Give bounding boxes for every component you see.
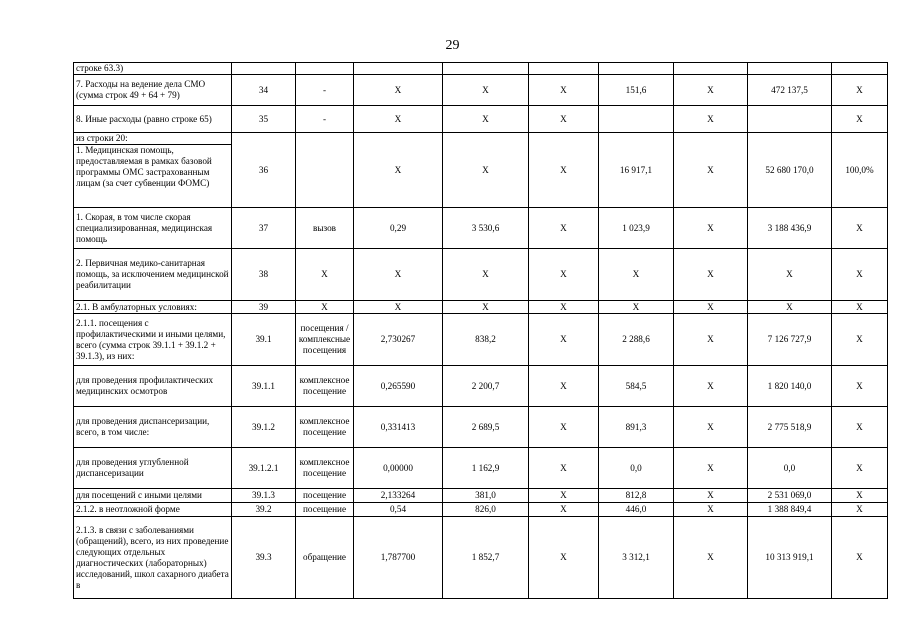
table-row [74, 208, 888, 249]
table-row [74, 448, 888, 489]
row-code: 36 [232, 133, 296, 208]
row-cell: 2 775 518,9 [748, 407, 832, 448]
row-code: 34 [232, 75, 296, 106]
row-cell: X [443, 301, 529, 314]
row-cell: 16 917,1 [599, 133, 674, 208]
row-code: 39.1.2 [232, 407, 296, 448]
row-cell: X [674, 208, 748, 249]
row-cell: 151,6 [599, 75, 674, 106]
row-cell: X [443, 249, 529, 301]
row-cell: 2 689,5 [443, 407, 529, 448]
table-row [74, 489, 888, 503]
row-cell: X [529, 301, 599, 314]
row-cell: X [832, 366, 888, 407]
row-cell: X [674, 366, 748, 407]
row-cell: X [354, 133, 443, 208]
row-cell [599, 63, 674, 75]
row-unit: посещение [296, 489, 354, 503]
row-code: 39.3 [232, 517, 296, 599]
row-cell [748, 106, 832, 133]
row-cell: 2 531 069,0 [748, 489, 832, 503]
row-cell: 52 680 170,0 [748, 133, 832, 208]
row-cell: X [748, 249, 832, 301]
row-code: 39.1.2.1 [232, 448, 296, 489]
data-table [73, 62, 888, 599]
row-cell: X [354, 249, 443, 301]
row-cell [674, 63, 748, 75]
row-cell: X [674, 301, 748, 314]
row-unit: - [296, 75, 354, 106]
row-cell: X [674, 489, 748, 503]
row-cell: X [529, 249, 599, 301]
row-cell: 3 530,6 [443, 208, 529, 249]
row-name: 2.1. В амбулаторных условиях: [74, 301, 232, 314]
row-unit: комплексное посещение [296, 448, 354, 489]
row-name: 2. Первичная медико-санитарная помощь, за исключением медицинской реабилитации [74, 249, 232, 301]
row-unit: вызов [296, 208, 354, 249]
row-cell: X [529, 75, 599, 106]
row-cell: 381,0 [443, 489, 529, 503]
row-cell: X [529, 314, 599, 366]
row-cell: 100,0% [832, 133, 888, 208]
row-cell: X [832, 314, 888, 366]
row-cell: 0,54 [354, 503, 443, 517]
row-cell: 891,3 [599, 407, 674, 448]
row-cell: 0,29 [354, 208, 443, 249]
row-cell: X [832, 208, 888, 249]
row-cell: X [832, 503, 888, 517]
row-cell [354, 63, 443, 75]
row-cell: X [354, 301, 443, 314]
row-cell: X [599, 249, 674, 301]
row-cell: 3 312,1 [599, 517, 674, 599]
row-cell: X [674, 517, 748, 599]
row-cell: 3 188 436,9 [748, 208, 832, 249]
row-name: для проведения профилактических медицинских осмотров [74, 366, 232, 407]
row-code: 39.1.1 [232, 366, 296, 407]
row-name: 1. Скорая, в том числе скорая специализированная, медицинская помощь [74, 208, 232, 249]
row-name: 2.1.2. в неотложной форме [74, 503, 232, 517]
row-cell: X [674, 314, 748, 366]
row-cell: 2,730267 [354, 314, 443, 366]
row-cell: 7 126 727,9 [748, 314, 832, 366]
row-code [232, 63, 296, 75]
row-cell: 2,133264 [354, 489, 443, 503]
row-cell: X [832, 517, 888, 599]
row-cell: X [674, 75, 748, 106]
row-code: 39 [232, 301, 296, 314]
table-row [74, 503, 888, 517]
table-row [74, 301, 888, 314]
page-number: 29 [445, 38, 460, 53]
row-cell: 826,0 [443, 503, 529, 517]
row-cell: X [674, 448, 748, 489]
row-code: 38 [232, 249, 296, 301]
row-cell: X [529, 448, 599, 489]
row-cell: 2 200,7 [443, 366, 529, 407]
row-cell: 1 162,9 [443, 448, 529, 489]
row-name: для проведения диспансеризации, всего, в том числе: [74, 407, 232, 448]
row-cell: X [443, 133, 529, 208]
table-row [74, 366, 888, 407]
row-cell: X [529, 517, 599, 599]
row-cell: 0,0 [599, 448, 674, 489]
row-cell: X [832, 448, 888, 489]
row-cell [832, 63, 888, 75]
row-cell: X [832, 75, 888, 106]
row-cell: 0,00000 [354, 448, 443, 489]
row-cell: X [443, 75, 529, 106]
row-unit: посещения /комплексные посещения [296, 314, 354, 366]
row-code: 39.1 [232, 314, 296, 366]
row-code: 37 [232, 208, 296, 249]
table-row [74, 133, 888, 145]
row-cell: 838,2 [443, 314, 529, 366]
row-cell: X [674, 407, 748, 448]
row-name: 2.1.1. посещения с профилактическими и иными целями, всего (сумма строк 39.1.1 + 39.1.2 + 39.1.3), из них: [74, 314, 232, 366]
row-name: для посещений с иными целями [74, 489, 232, 503]
row-cell: X [354, 106, 443, 133]
row-name: 7. Расходы на ведение дела СМО (сумма строк 49 + 64 + 79) [74, 75, 232, 106]
row-cell [748, 63, 832, 75]
row-name: для проведения углубленной диспансеризации [74, 448, 232, 489]
row-cell: 1 852,7 [443, 517, 529, 599]
row-cell [529, 63, 599, 75]
row-code: 39.1.3 [232, 489, 296, 503]
row-name: строке 63.3) [74, 63, 232, 75]
row-unit [296, 133, 354, 208]
row-unit: - [296, 106, 354, 133]
row-name: 2.1.3. в связи с заболеваниями (обращений), всего, из них проведение следующих отдельных диагностических (лабораторных) исследований, школ сахарного диабета в [74, 517, 232, 599]
row-name: 8. Иные расходы (равно строке 65) [74, 106, 232, 133]
row-cell: X [599, 301, 674, 314]
row-unit: комплексное посещение [296, 366, 354, 407]
row-name: 1. Медицинская помощь, предоставляемая в рамках базовой программы ОМС застрахованным лицам (за счет субвенции ФОМС) [74, 145, 232, 208]
row-cell: X [832, 301, 888, 314]
row-cell: X [674, 503, 748, 517]
row-cell: 0,265590 [354, 366, 443, 407]
row-unit: X [296, 301, 354, 314]
row-unit [296, 63, 354, 75]
table-row [74, 407, 888, 448]
row-cell: X [674, 249, 748, 301]
row-name: из строки 20: [74, 133, 232, 145]
row-cell: 472 137,5 [748, 75, 832, 106]
row-cell: X [529, 366, 599, 407]
row-cell: X [832, 106, 888, 133]
table-row [74, 517, 888, 599]
row-cell: X [354, 75, 443, 106]
row-code: 39.2 [232, 503, 296, 517]
row-cell [599, 106, 674, 133]
row-cell: X [529, 503, 599, 517]
row-cell: X [674, 106, 748, 133]
row-cell: 0,0 [748, 448, 832, 489]
row-cell: 1 388 849,4 [748, 503, 832, 517]
row-unit: посещение [296, 503, 354, 517]
table-row [74, 75, 888, 106]
row-cell: X [529, 106, 599, 133]
row-cell: X [748, 301, 832, 314]
row-cell: X [529, 133, 599, 208]
row-cell [443, 63, 529, 75]
row-cell: 2 288,6 [599, 314, 674, 366]
row-cell: X [674, 133, 748, 208]
row-cell: X [832, 407, 888, 448]
table-row [74, 63, 888, 75]
row-cell: X [529, 407, 599, 448]
row-unit: X [296, 249, 354, 301]
row-cell: 446,0 [599, 503, 674, 517]
row-cell: 584,5 [599, 366, 674, 407]
row-cell: X [529, 489, 599, 503]
row-unit: комплексное посещение [296, 407, 354, 448]
row-unit: обращение [296, 517, 354, 599]
table-row [74, 314, 888, 366]
row-code: 35 [232, 106, 296, 133]
row-cell: 1,787700 [354, 517, 443, 599]
row-cell: X [832, 249, 888, 301]
row-cell: 1 023,9 [599, 208, 674, 249]
row-cell: 0,331413 [354, 407, 443, 448]
row-cell: 1 820 140,0 [748, 366, 832, 407]
row-cell: 10 313 919,1 [748, 517, 832, 599]
row-cell: X [529, 208, 599, 249]
row-cell: X [832, 489, 888, 503]
row-cell: X [443, 106, 529, 133]
row-cell: 812,8 [599, 489, 674, 503]
table-row [74, 249, 888, 301]
table-row [74, 106, 888, 133]
